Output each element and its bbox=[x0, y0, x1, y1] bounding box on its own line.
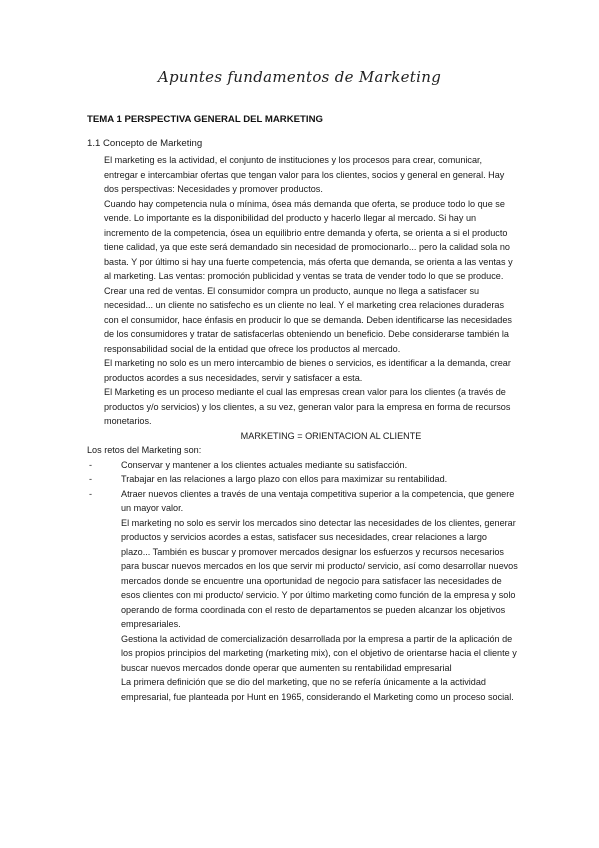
retos-label: Los retos del Marketing son: bbox=[87, 445, 202, 455]
list-item: - Atraer nuevos clientes a través de una ventaja competitiva superior a la competencia, que genere un mayor valor. bbox=[104, 487, 518, 516]
retos-list bbox=[104, 458, 518, 516]
paragraph: Cuando hay competencia nula o mínima, ósea más demanda que oferta, se produce todo lo que se vende. Lo importante es la disponibilidad del producto y hacerlo llegar al mercado. Si hay un incremento de la competencia, ósea un equilibrio entre demanda y oferta, se orienta a si el producto tiene calidad, ya que este será demandado sin necesidad de promocionarlo... pero la calidad sola no basta. Y por último si hay una fuerte competencia, más oferta que demanda, se orienta a las ventas y al marketing. Las ventas: promoción publicidad y ventas se trata de vender todo lo que se produce. Crear una red de ventas. El consumidor compra un producto, aunque no llega a satisfacer su necesidad... un cliente no satisfecho es un cliente no leal. Y el marketing crea relaciones duraderas con el consumidor, hace énfasis en producir lo que se demanda. Deben identificarse las necesidades de los consumidores y tratar de satisfacerlas obteniendo un beneficio. Debe considerarse también la responsabilidad social de la entidad que ofrece los productos al mercado. bbox=[104, 198, 513, 354]
chapter-heading: TEMA 1 PERSPECTIVA GENERAL DEL MARKETING bbox=[87, 114, 323, 125]
paragraph: El Marketing es un proceso mediante el cual las empresas crean valor para los clientes (a través de productos y/o servicios) y los clientes, a su vez, generan valor para la empresa en forma de recursos monetarios. bbox=[104, 387, 511, 426]
paragraph: El marketing no solo es servir los mercados sino detectar las necesidades de los clientes, generar productos y servicios acordes a estas, satisfacer sus necesidades, crear relaciones a largo plazo... También es buscar y promover mercados designar los esfuerzos y recursos necesarios para buscar nuevos mercados en los que servir mi producto/ servicio, así como desarrollar nuevos mercados donde se encuentre una oportunidad de negocio para satisfacer las necesidades de esos clientes con mi producto/ servicio. Y por último marketing como función de la empresa y solo operando de forma coordinada con el resto de departamentos se pueden alcanzar los objetivos empresariales. bbox=[121, 517, 518, 629]
list-item: - Trabajar en las relaciones a largo plazo con ellos para maximizar su rentabilidad. bbox=[104, 472, 518, 487]
list-item: - Conservar y mantener a los clientes actuales mediante su satisfacción. bbox=[104, 458, 518, 473]
paragraph: El marketing no solo es un mero intercambio de bienes o servicios, es identificar a la demanda, crear productos acordes a sus necesidades, servir y satisfacer a esta. bbox=[104, 358, 511, 383]
document-body bbox=[87, 153, 518, 704]
paragraph: Gestiona la actividad de comercialización desarrollada por la empresa a partir de la aplicación de los propios principios del marketing (marketing mix), con el objetivo de orientarse hacia el cliente y buscar nuevos mercados donde operar que aumenten su rentabilidad empresarial bbox=[121, 633, 517, 673]
paragraph: El marketing es la actividad, el conjunto de instituciones y los procesos para crear, comunicar, entregar e intercambiar ofertas que tengan valor para los clientes, socios y general en general. Hay dos perspectivas: Necesidades y promover productos. bbox=[104, 155, 505, 194]
document-title: Apuntes fundamentos de Marketing bbox=[157, 68, 442, 86]
marketing-equation: MARKETING = ORIENTACION AL CLIENTE bbox=[240, 430, 422, 441]
paragraph: La primera definición que se dio del marketing, que no se refería únicamente a la actividad empresarial, fue planteada por Hunt en 1965, considerando el Marketing como un proceso social. bbox=[121, 677, 514, 702]
section-heading: 1.1 Concepto de Marketing bbox=[87, 138, 203, 149]
